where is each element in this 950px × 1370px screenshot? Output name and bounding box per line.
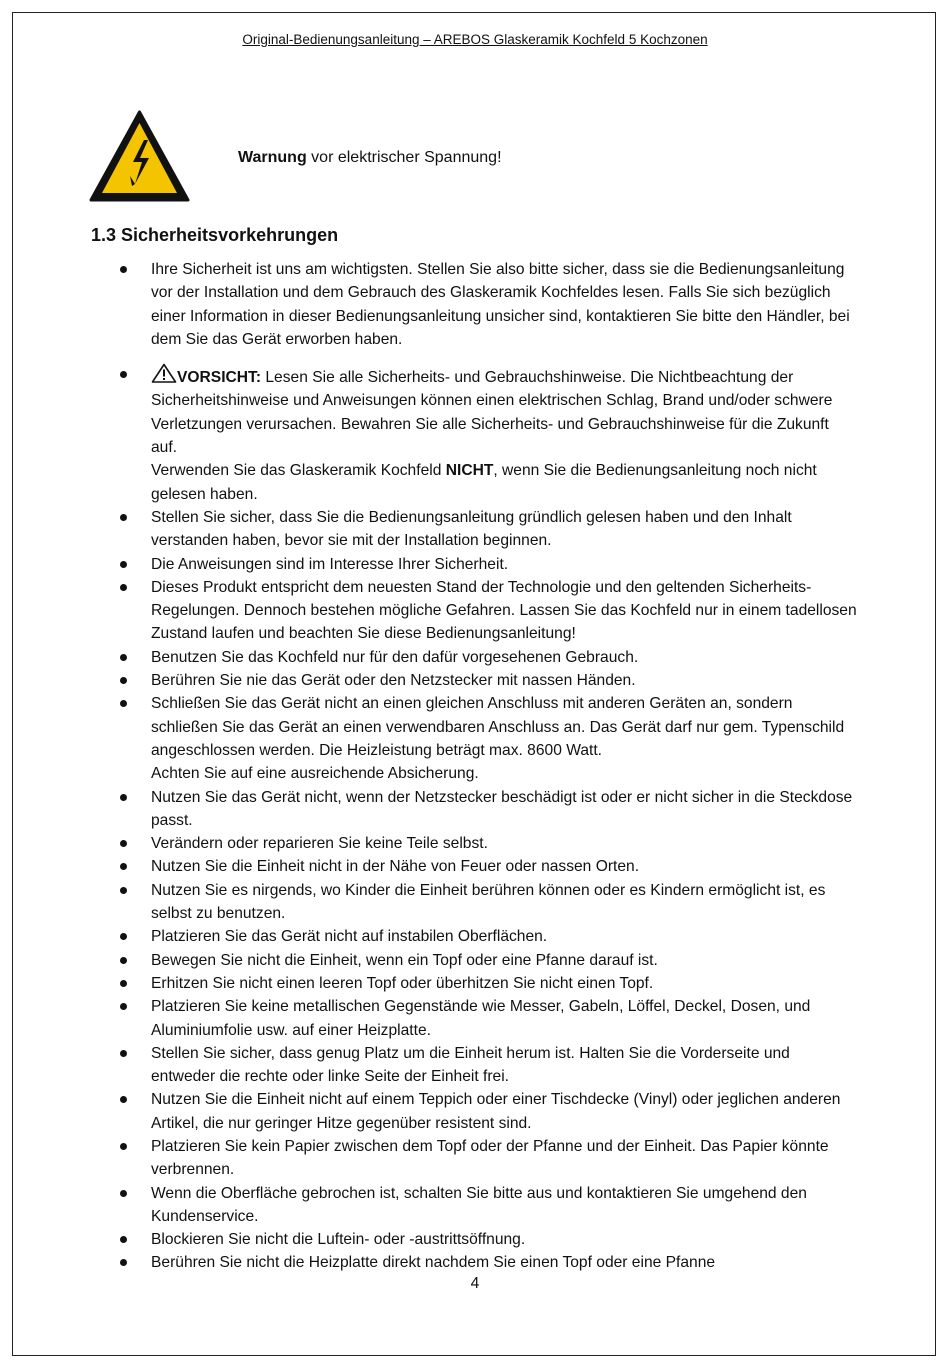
bullet-dot bbox=[120, 677, 127, 684]
bullet-dot bbox=[120, 957, 127, 964]
bullet-dot bbox=[120, 1143, 127, 1150]
caution-line2-bold: NICHT bbox=[445, 462, 494, 480]
bullet-dot bbox=[120, 863, 127, 870]
list-item bbox=[0, 553, 950, 576]
bullet-dot bbox=[120, 1190, 127, 1197]
list-item bbox=[0, 786, 950, 833]
list-item-text: Platzieren Sie kein Papier zwischen dem Topf oder der Pfanne und der Einheit. Das Papier könnte verbrennen. bbox=[151, 1137, 829, 1179]
list-item bbox=[0, 1228, 950, 1251]
list-item-text: Wenn die Oberfläche gebrochen ist, schalten Sie bitte aus und kontaktieren Sie umgehend den Kundenservice. bbox=[151, 1184, 807, 1225]
header-title: Original-Bedienungsanleitung – AREBOS Glaskeramik Kochfeld 5 Kochzonen bbox=[242, 32, 708, 47]
list-item-text: Nutzen Sie die Einheit nicht auf einem Teppich oder einer Tischdecke (Vinyl) oder jeglichen anderen Artikel, die nur geringer Hitze gegenüber resistent sind. bbox=[151, 1091, 841, 1132]
list-item-text: Berühren Sie nie das Gerät oder den Netzstecker mit nassen Händen. bbox=[151, 672, 636, 690]
bullet-dot bbox=[120, 980, 127, 987]
caution-text: Lesen Sie alle Sicherheits- und Gebrauchshinweise. Die Nichtbeachtung der Sicherheitshinweise und Anweisungen können einen elektrischen Schlag, Brand und/oder schwere Verletzungen verursachen. Bewahren Sie alle Sicherheits- und Gebrauchshinweise für die Zukunft auf. bbox=[151, 369, 833, 457]
bullet-dot bbox=[120, 700, 127, 707]
list-item bbox=[0, 1182, 950, 1229]
list-item-text: Nutzen Sie die Einheit nicht in der Nähe von Feuer oder nassen Orten. bbox=[151, 858, 640, 876]
page-number: 4 bbox=[470, 1275, 480, 1292]
list-item-text: Verändern oder reparieren Sie keine Teile selbst. bbox=[151, 835, 488, 853]
list-item-text: Stellen Sie sicher, dass genug Platz um die Einheit herum ist. Halten Sie die Vorderseite und entweder die rechte oder linke Seite der Einheit frei. bbox=[151, 1044, 790, 1086]
list-item-text: Erhitzen Sie nicht einen leeren Topf oder überhitzen Sie nicht einen Topf. bbox=[151, 974, 654, 992]
list-item bbox=[0, 669, 950, 692]
list-item bbox=[0, 258, 950, 351]
bullet-dot bbox=[120, 371, 127, 378]
list-item bbox=[0, 506, 950, 553]
voltage-warning-text bbox=[238, 149, 502, 167]
list-item-text-line2: Achten Sie auf eine ausreichende Absicherung. bbox=[151, 765, 479, 783]
bullet-dot bbox=[120, 561, 127, 568]
bullet-dot bbox=[120, 1096, 127, 1103]
list-item-text: Benutzen Sie das Kochfeld nur für den dafür vorgesehenen Gebrauch. bbox=[151, 648, 639, 666]
bullet-dot bbox=[120, 1003, 127, 1010]
list-item bbox=[0, 879, 950, 926]
list-item-text: Ihre Sicherheit ist uns am wichtigsten. Stellen Sie also bitte sicher, dass sie die Bedienungsanleitung vor der Installation und dem Gebrauch des Glaskeramik Kochfeldes lesen. Falls Sie sich bezüglich einer Information in dieser Bedienungsanleitung unsicher sind, kontaktieren Sie bitte den Händler, bei dem Sie das Gerät erworben haben. bbox=[151, 261, 850, 348]
section-title: 1.3 Sicherheitsvorkehrungen bbox=[91, 225, 339, 245]
list-item-text: Nutzen Sie es nirgends, wo Kinder die Einheit berühren können oder es Kindern ermöglicht ist, es selbst zu benutzen. bbox=[151, 881, 826, 923]
bullet-dot bbox=[120, 266, 127, 273]
caution-line2-pre: Verwenden Sie das Glaskeramik Kochfeld bbox=[151, 462, 446, 480]
list-item-text: Blockieren Sie nicht die Luftein- oder -austrittsöffnung. bbox=[151, 1231, 526, 1249]
caution-icon bbox=[151, 363, 177, 383]
list-item bbox=[0, 949, 950, 972]
list-item bbox=[0, 925, 950, 948]
bullet-dot bbox=[120, 514, 127, 521]
warning-label-rest: vor elektrischer Spannung! bbox=[306, 149, 502, 166]
caution-label: VORSICHT: bbox=[177, 369, 262, 387]
warning-label-bold: Warnung bbox=[238, 149, 307, 166]
page-header bbox=[0, 32, 950, 47]
list-item-text: Berühren Sie nicht die Heizplatte direkt nachdem Sie einen Topf oder eine Pfanne bbox=[151, 1254, 716, 1272]
list-item bbox=[0, 692, 950, 785]
list-item-text: Bewegen Sie nicht die Einheit, wenn ein Topf oder eine Pfanne darauf ist. bbox=[151, 951, 658, 969]
bullet-dot bbox=[120, 654, 127, 661]
bullet-dot bbox=[120, 794, 127, 801]
list-item-text: Schließen Sie das Gerät nicht an einen gleichen Anschluss mit anderen Geräten an, sondern schließen Sie das Gerät an einen verwendbaren Anschluss an. Das Gerät darf nur gem. Typenschild angeschlossen werden. Die Heizleistung beträgt max. 8600 Watt. bbox=[151, 695, 845, 759]
list-item bbox=[0, 646, 950, 669]
list-item bbox=[0, 1135, 950, 1182]
list-item-text: Platzieren Sie keine metallischen Gegenstände wie Messer, Gabeln, Löffel, Deckel, Dosen, und Aluminiumfolie usw. auf einer Heizplatte. bbox=[151, 998, 811, 1039]
bullet-dot bbox=[120, 933, 127, 940]
list-item bbox=[0, 576, 950, 646]
bullet-dot bbox=[120, 840, 127, 847]
list-item-text: Dieses Produkt entspricht dem neuesten Stand der Technologie und den geltenden Sicherheits-Regelungen. Dennoch bestehen mögliche Gefahren. Lassen Sie das Kochfeld nur in einem tadellosen Zustand laufen und beachten Sie diese Bedienungsanleitung! bbox=[151, 578, 857, 643]
bullet-dot bbox=[120, 1050, 127, 1057]
bullet-dot bbox=[120, 1259, 127, 1266]
list-item bbox=[0, 855, 950, 878]
safety-list bbox=[0, 258, 950, 1275]
bullet-dot bbox=[120, 1236, 127, 1243]
list-item bbox=[0, 832, 950, 855]
list-item bbox=[0, 1251, 950, 1274]
list-item-caution bbox=[0, 359, 950, 506]
list-item bbox=[0, 1088, 950, 1135]
list-item bbox=[0, 972, 950, 995]
list-item-text: Nutzen Sie das Gerät nicht, wenn der Netzstecker beschädigt ist oder er nicht sicher in die Steckdose passt. bbox=[151, 788, 853, 829]
list-item-text: Stellen Sie sicher, dass Sie die Bedienungsanleitung gründlich gelesen haben und den Inhalt verstanden haben, bevor sie mit der Installation beginnen. bbox=[151, 508, 792, 550]
list-item bbox=[0, 1042, 950, 1089]
list-item bbox=[0, 995, 950, 1042]
list-item-text: Platzieren Sie das Gerät nicht auf instabilen Oberflächen. bbox=[151, 928, 548, 946]
caution-line2-post: , wenn Sie die Bedienungsanleitung noch nicht gelesen haben. bbox=[151, 462, 817, 503]
list-item-text: Die Anweisungen sind im Interesse Ihrer Sicherheit. bbox=[151, 555, 509, 573]
bullet-dot bbox=[120, 584, 127, 591]
bullet-dot bbox=[120, 887, 127, 894]
high-voltage-warning-icon bbox=[89, 110, 190, 202]
